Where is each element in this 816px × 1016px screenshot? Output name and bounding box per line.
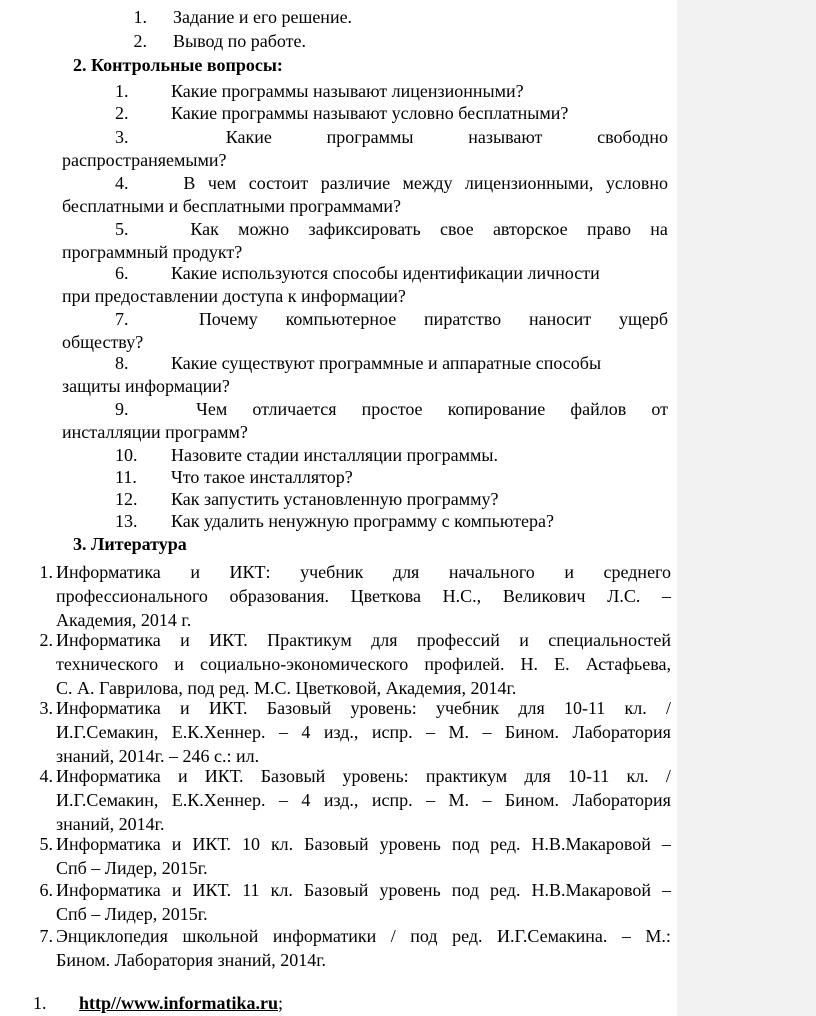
- literature-number: 2.: [39, 630, 53, 650]
- literature-item: [31, 628, 671, 700]
- question-first-line: 13. Как удалить ненужную программу с компьютера?: [115, 511, 554, 531]
- question-first-line: 10. Назовите стадии инсталляции программы.: [115, 445, 498, 465]
- question-item: [62, 80, 668, 103]
- literature-number: 6.: [39, 880, 53, 900]
- link-item: 1. http//www.informatika.ru;: [33, 993, 284, 1013]
- literature-line: Энциклопедия школьной информатики / под ред. И.Г.Семакина. – М.:: [56, 926, 671, 946]
- literature-line: Информатика и ИКТ. 11 кл. Базовый уровень под ред. Н.В.Макаровой –: [56, 880, 671, 900]
- question-continuation: программный продукт?: [62, 241, 243, 262]
- question-item: [62, 172, 668, 217]
- literature-number: 3.: [39, 698, 53, 718]
- informatika-link[interactable]: http//www.informatika.ru: [79, 993, 279, 1013]
- question-continuation: при предоставлении доступа к информации?: [62, 285, 406, 306]
- question-first-line: 1. Какие программы называют лицензионными?: [115, 81, 524, 101]
- literature-number: 5.: [39, 834, 53, 854]
- question-item: [62, 218, 668, 263]
- question-continuation: распространяемыми?: [62, 149, 227, 170]
- literature-line: Информатика и ИКТ. Практикум для профессий и специальностей: [56, 630, 671, 650]
- literature-item: [31, 696, 671, 768]
- question-first-line: 8. Какие существуют программные и аппаратные способы: [115, 353, 602, 373]
- question-first-line: 5. Как можно зафиксировать свое авторское право на: [115, 219, 668, 239]
- literature-item: [31, 764, 671, 836]
- document-page: 1. Задание и его решение. 2. Вывод по работе. 2. Контрольные вопросы: 1. Какие программы называют лицензионными? 2. Какие программы называют условно бесплатными? 3. Какие программы называют свободно распространяемыми? 4. В чем состоит различие между лицензионными, условно бесплатными и бесплатными программами? 5. Как можно зафиксировать свое авторское право на программный продукт? 6. Какие используются способы идентификации личности при предоставлении доступа к информации? 7. Почему компьютерное пиратство наносит ущерб обществу? 8. Какие существуют программные и аппаратные способы защиты информации? 9. Чем отличается простое копирование файлов от инсталляции программ? 10. Назовите стадии инсталляции программы. 11. Что такое инсталлятор? 12. Как запустить установленную программу? 13. Как удалить ненужную программу с компьютера? 3. Литература 1. Информатика и ИКТ: учебник для начального и среднего профессионального образования. Цветкова Н.С., Великович Л.С. – Академия, 2014 г. 2. Информатика и ИКТ. Практикум для профессий и специальностей технического и социально-экономического профилей. Н. Е. Астафьева, С. А. Гаврилова, под ред. М.С. Цветковой, Академия, 2014г. 3. Информатика и ИКТ. Базовый уровень: учебник для 10-11 кл. / И.Г.Семакин, Е.К.Хеннер. – 4 изд., испр. – М. – Бином. Лаборатория знаний, 2014г. – 246 с.: ил. 4. Информатика и ИКТ. Базовый уровень: практикум для 10-11 кл. / И.Г.Семакин, Е.К.Хеннер. – 4 изд., испр. – М. – Бином. Лаборатория знаний, 2014г. 5. Информатика и ИКТ. 10 кл. Базовый уровень под ред. Н.В.Макаровой – Спб – Лидер, 2015г. 6. Информатика и ИКТ. 11 кл. Базовый уровень под ред. Н.В.Макаровой – Спб – Лидер, 2015г. 7. Энциклопедия школьной информатики / под ред. И.Г.Семакина. – М.: Бином. Лаборатория знаний, 2014г. 1. http//www.informatika.ru;: [33, 7, 671, 1013]
- question-first-line: 3. Какие программы называют свободно: [115, 127, 668, 147]
- question-continuation: инсталляции программ?: [62, 421, 248, 442]
- question-item: [62, 444, 668, 467]
- section-heading-questions: 2. Контрольные вопросы:: [73, 55, 283, 75]
- literature-line: И.Г.Семакин, Е.К.Хеннер. – 4 изд., испр. – М. – Бином. Лаборатория: [56, 722, 671, 742]
- literature-line: технического и социально-экономического профилей. Н. Е. Астафьева,: [56, 654, 671, 674]
- literature-number: 7.: [39, 926, 53, 946]
- literature-item: [31, 832, 671, 880]
- section-heading-literature: 3. Литература: [73, 534, 187, 554]
- question-continuation: защиты информации?: [62, 375, 230, 396]
- literature-last-line: знаний, 2014г.: [56, 814, 165, 834]
- question-first-line: 4. В чем состоит различие между лицензионными, условно: [115, 173, 668, 193]
- literature-line: профессионального образования. Цветкова Н.С., Великович Л.С. –: [56, 586, 671, 606]
- literature-last-line: Бином. Лаборатория знаний, 2014г.: [56, 950, 327, 970]
- literature-line: Информатика и ИКТ: учебник для начального и среднего: [56, 562, 671, 582]
- question-first-line: 7. Почему компьютерное пиратство наносит ущерб: [115, 309, 668, 329]
- literature-last-line: Академия, 2014 г.: [56, 610, 192, 630]
- literature-line: Информатика и ИКТ. 10 кл. Базовый уровень под ред. Н.В.Макаровой –: [56, 834, 671, 854]
- literature-last-line: знаний, 2014г. – 246 с.: ил.: [56, 746, 260, 766]
- question-item: [62, 466, 668, 489]
- literature-item: [31, 560, 671, 632]
- question-first-line: 11. Что такое инсталлятор?: [115, 467, 353, 487]
- question-continuation: обществу?: [62, 331, 144, 352]
- question-item: [62, 262, 668, 307]
- question-first-line: 2. Какие программы называют условно бесплатными?: [115, 103, 569, 123]
- literature-line: И.Г.Семакин, Е.К.Хеннер. – 4 изд., испр. – М. – Бином. Лаборатория: [56, 790, 671, 810]
- literature-item: [31, 878, 671, 926]
- literature-last-line: Спб – Лидер, 2015г.: [56, 858, 208, 878]
- question-item: [62, 126, 668, 171]
- literature-number: 4.: [39, 766, 53, 786]
- question-item: [62, 398, 668, 443]
- question-first-line: 9. Чем отличается простое копирование файлов от: [115, 399, 668, 419]
- literature-last-line: Спб – Лидер, 2015г.: [56, 904, 208, 924]
- literature-last-line: С. А. Гаврилова, под ред. М.С. Цветковой, Академия, 2014г.: [56, 678, 517, 698]
- literature-line: Информатика и ИКТ. Базовый уровень: практикум для 10-11 кл. /: [56, 766, 671, 786]
- question-item: [62, 488, 668, 511]
- question-first-line: 12. Как запустить установленную программу?: [115, 489, 499, 509]
- literature-number: 1.: [39, 562, 53, 582]
- question-continuation: бесплатными и бесплатными программами?: [62, 195, 402, 216]
- question-first-line: 6. Какие используются способы идентификации личности: [115, 263, 600, 283]
- question-item: [62, 308, 668, 353]
- question-item: [62, 510, 668, 533]
- right-gray-margin: [677, 0, 816, 1016]
- literature-line: Информатика и ИКТ. Базовый уровень: учебник для 10-11 кл. /: [56, 698, 671, 718]
- question-item: [62, 352, 668, 397]
- literature-item: [31, 924, 671, 972]
- question-item: [62, 102, 668, 125]
